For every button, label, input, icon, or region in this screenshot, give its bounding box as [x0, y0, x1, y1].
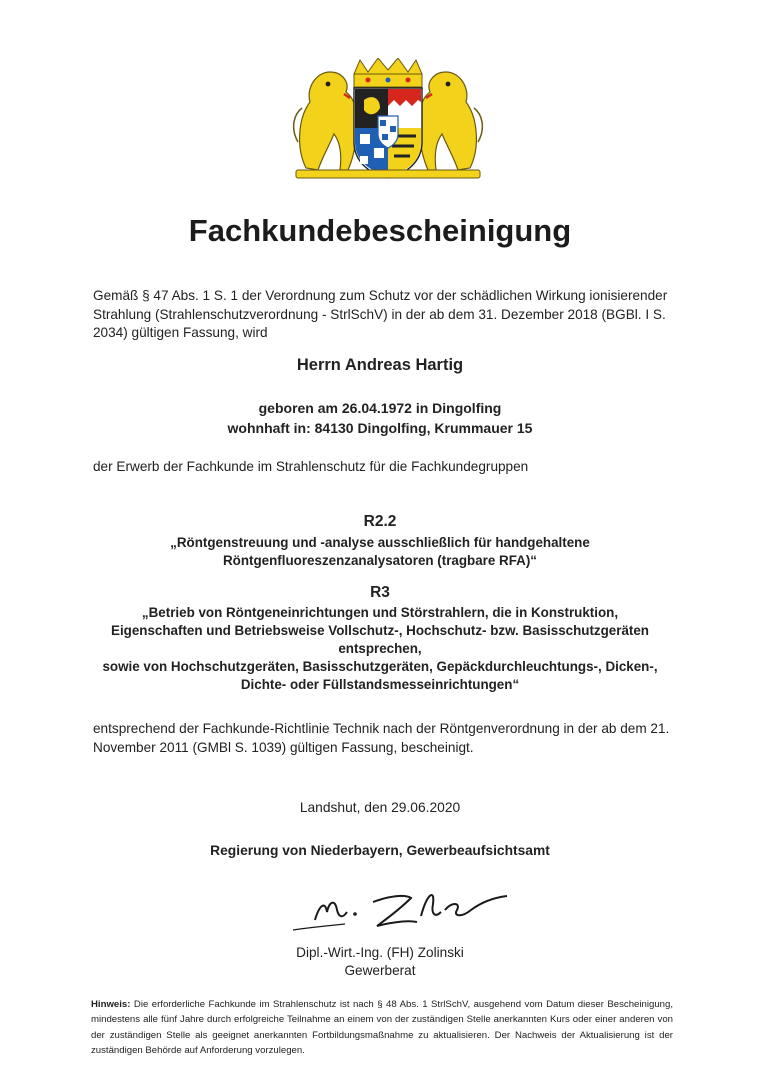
intro-line: Strahlung (Strahlenschutzverordnung - StrlSchV) in der ab dem 31. Dezember 2018 (BGBl. I S. — [93, 306, 666, 322]
closing-line: entsprechend der Fachkunde-Richtlinie Technik nach der Röntgenverordnung in der ab dem 21. — [93, 721, 670, 736]
group-description-line: Röntgenfluoreszenzanalysatoren (tragbare RFA)“ — [223, 553, 537, 568]
group-description-r3 — [0, 604, 760, 694]
document-title: Fachkundebescheinigung — [188, 213, 572, 248]
group-description-line: entsprechen, — [338, 641, 422, 656]
group-description-line: Dichte- oder Füllstandsmesseinrichtungen“ — [240, 677, 520, 692]
personal-details — [0, 398, 760, 438]
group-description-line: „Röntgenstreuung und -analyse ausschließlich für handgehaltene — [170, 535, 590, 550]
signatory-title: Gewerberat — [344, 963, 416, 978]
footnote-text: Die erforderliche Fachkunde im Strahlenschutz ist nach § 48 Abs. 1 StrlSchV, ausgehend vom Datum dieser Bescheinigung, mindestens alle fünf Jahre durch erfolgreiche Teilnahme an einem von der zuständigen Stelle anerkannten Kurs oder einer anderen von der zuständigen Stelle als geeignet anerkannten Fortbildungsmaßnahme zu aktualisieren. Der Nachweis der Aktualisierung ist der zuständigen Behörde auf Anforderung vorzulegen. — [91, 999, 673, 1056]
group-code-r2-2: R2.2 — [363, 513, 397, 530]
signatory-name: Dipl.-Wirt.-Ing. (FH) Zolinski — [296, 945, 464, 960]
recipient-name: Herrn Andreas Hartig — [296, 356, 464, 374]
residence-line: wohnhaft in: 84130 Dingolfing, Krummauer 15 — [227, 420, 533, 436]
group-description-line: Eigenschaften und Betriebsweise Vollschutz-, Hochschutz- bzw. Basisschutzgeräten — [111, 623, 649, 638]
intro-paragraph — [93, 287, 667, 343]
intro-line: Gemäß § 47 Abs. 1 S. 1 der Verordnung zum Schutz vor der schädlichen Wirkung ionisierender — [93, 288, 668, 303]
place-date: Landshut, den 29.06.2020 — [299, 800, 461, 815]
right-lion-icon — [420, 72, 482, 170]
signatory-block — [0, 944, 760, 980]
bavarian-coat-of-arms-icon — [288, 58, 488, 190]
birth-line: geboren am 26.04.1972 in Dingolfing — [258, 400, 502, 416]
group-description-r2-2 — [0, 534, 760, 570]
crown-icon — [354, 58, 422, 87]
group-description-line: „Betrieb von Röntgeneinrichtungen und Störstrahlern, die in Konstruktion, — [141, 605, 619, 620]
signature — [285, 880, 525, 942]
acquisition-text: der Erwerb der Fachkunde im Strahlenschutz für die Fachkundegruppen — [93, 459, 529, 474]
intro-line: 2034) gültigen Fassung, wird — [93, 325, 268, 340]
left-lion-icon — [294, 72, 356, 170]
shield-icon — [354, 88, 422, 178]
crest-base — [296, 170, 480, 178]
closing-line: November 2011 (GMBl S. 1039) gültigen Fassung, bescheinigt. — [93, 739, 474, 755]
closing-paragraph — [93, 720, 669, 757]
footnote-label: Hinweis: — [91, 999, 131, 1010]
footnote — [91, 997, 673, 1058]
group-description-line: sowie von Hochschutzgeräten, Basisschutzgeräten, Gepäckdurchleuchtungs-, Dicken-, — [102, 659, 658, 674]
issuing-authority: Regierung von Niederbayern, Gewerbeaufsichtsamt — [210, 843, 550, 858]
group-code-r3: R3 — [370, 584, 390, 601]
